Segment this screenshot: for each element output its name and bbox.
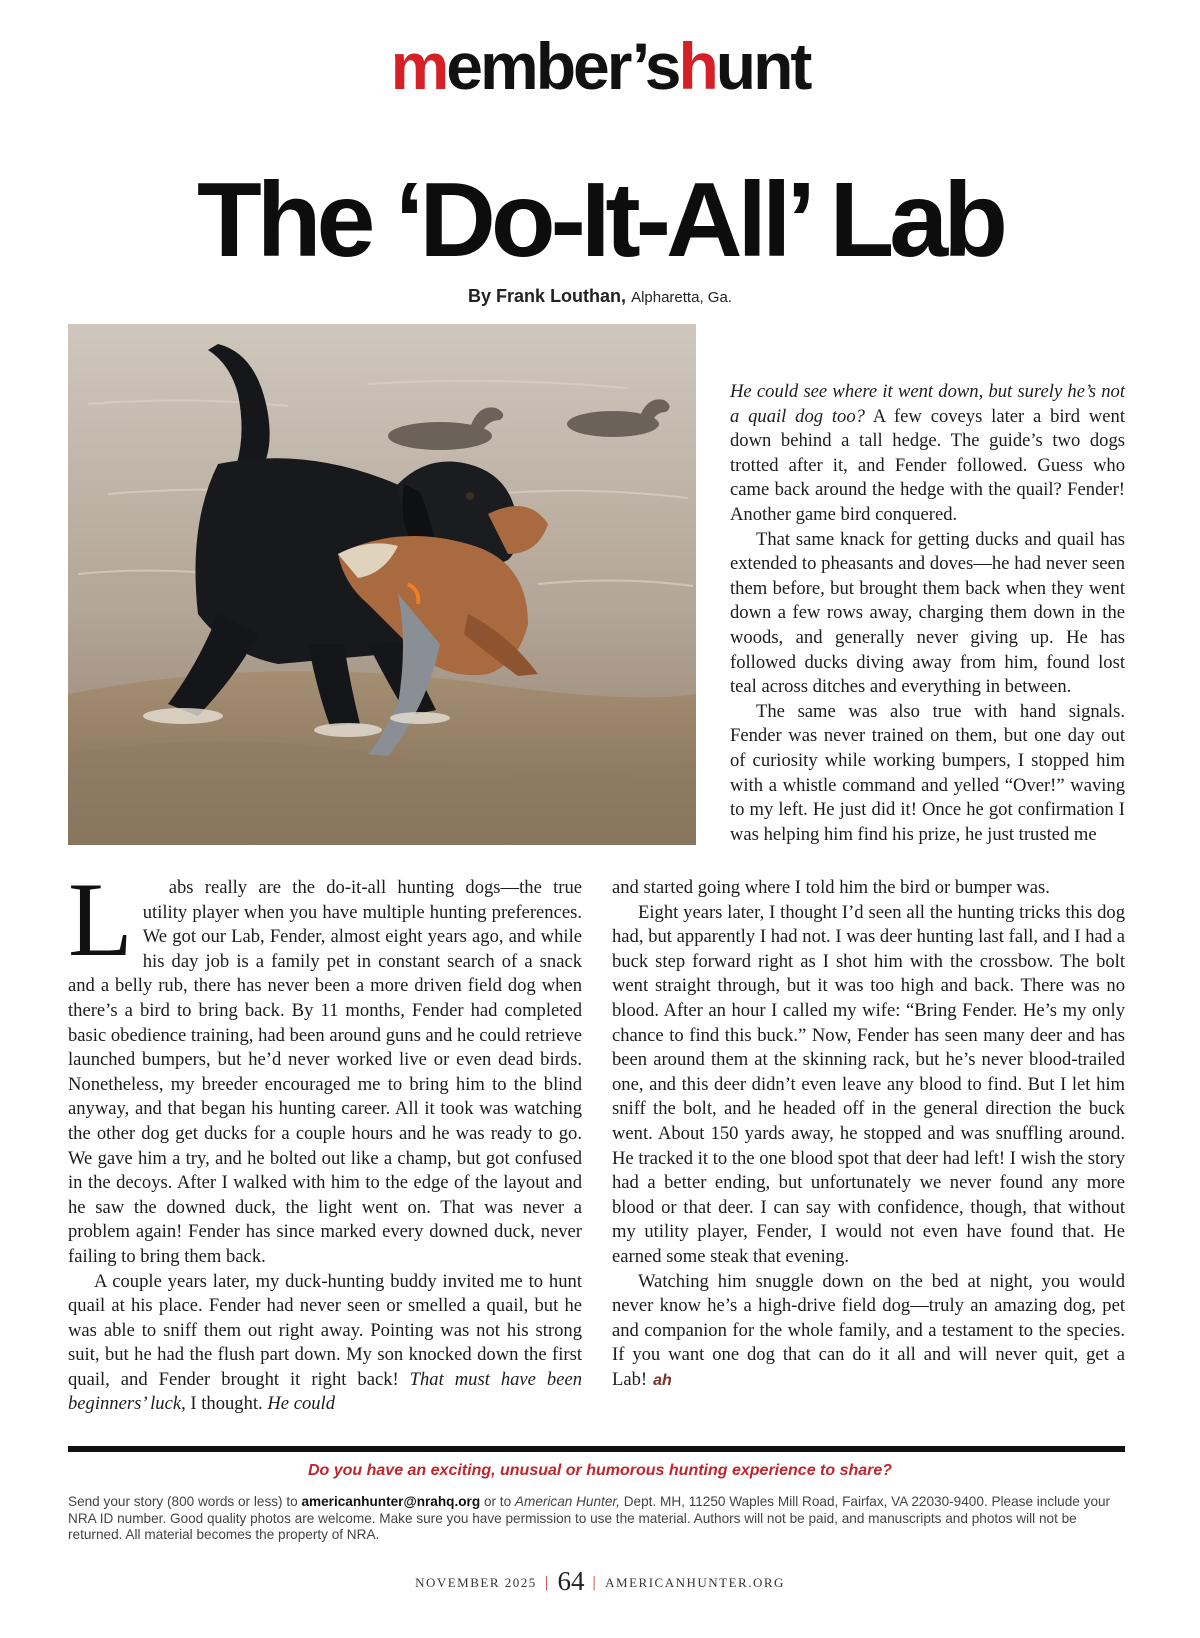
folio-separator-2: |: [592, 1574, 598, 1591]
dept-letter-m: m: [390, 29, 447, 103]
folio-month: NOVEMBER 2025: [415, 1575, 537, 1590]
paragraph-2-text: A couple years later, my duck-hunting buddy invited me to hunt quail at his place. Fender had never seen or smelled a quail, but he was able to sniff them out right away. Pointing was not his strong suit, but he had the flush part down. My son knocked down the first quail, and Fender brought it right back!: [68, 1270, 582, 1390]
italic-thought-2: He could see where it went down, but surely he’s not a quail dog too?: [730, 381, 1125, 427]
dept-letter-h: h: [678, 29, 716, 103]
paragraph-1-text: abs really are the do-it-all hunting dogs—the true utility player when you have multiple hunting preferences. We got our Lab, Fender, almost eight years ago, and while his day job is a family pet in constant search of a snack and a belly rub, there has never been a more driven field dog when there’s a bird to bring back. By 11 months, Fender had completed basic obedience training, had been around guns and he could retrieve launched bumpers, but he’d never worked live or even dead birds. Nonetheless, my breeder encouraged me to bring him to the blind anyway, and that began his hunting career. All it took was watching the other dog get ducks for a couple hours and he was ready to go. We gave him a try, and he bolted out like a champ, but got confused in the decoys. After I walked with him to the edge of the layout and he saw the downed duck, the light went on. That was never a problem again! Fender has since marked every downed duck, never failing to bring them back.: [68, 877, 582, 1267]
submission-instructions: [68, 1494, 1125, 1544]
byline: [0, 284, 1200, 310]
column-right-bottom: [612, 876, 1125, 1393]
paragraph-2-ending: A few coveys later a bird went down behind a tall hedge. The guide’s two dogs trotted after it, and Fender followed. Guess who came back around the hedge with the quail? Fender! Another game bird conquered.: [730, 405, 1125, 525]
byline-prefix: By: [468, 286, 492, 306]
submit-text-c: Dept. MH, 11250 Waples Mill Road, Fairfax, VA 22030-9400. Please include your NRA ID number. Good quality photos are welcome. Make sure you have permission to use the material. Authors will not be paid, and manuscripts and photos will not be returned. All material becomes the property of NRA.: [68, 1494, 1111, 1542]
submission-callout: Do you have an exciting, unusual or humorous hunting experience to share?: [307, 1462, 893, 1479]
paragraph-4-start: The same was also true with hand signals. Fender was never trained on them, but one day out of curiosity while working bumpers, I stopped him with a whistle command and yelled “Over!” waving to my left. He just did it! Once he got confirmation I was helping him find his prize, he just trusted me: [730, 700, 1125, 845]
italic-thought-1: That must have been beginners’ luck,: [68, 1368, 582, 1415]
article-photo: [68, 324, 696, 845]
drop-cap: L: [68, 861, 133, 978]
submit-text-b: or to: [483, 1494, 512, 1509]
paragraph-2-continued: [730, 380, 1125, 528]
page-number: 64: [557, 1566, 585, 1596]
author-location: Alpharetta, Ga.: [631, 289, 732, 306]
submission-email-link[interactable]: americanhunter@nrahq.org: [301, 1494, 481, 1509]
paragraph-2-mid: I thought.: [190, 1393, 263, 1415]
folio-separator-1: |: [544, 1574, 550, 1591]
paragraph-6: [612, 1270, 1125, 1394]
paragraph-1: [68, 861, 582, 1270]
column-right-top: [730, 380, 1125, 847]
author-name: Frank Louthan,: [496, 286, 627, 306]
footer-rule: [68, 1446, 1125, 1452]
article-title: The ‘Do-It-All’ Lab: [197, 161, 1003, 279]
paragraph-6-text: Watching him snuggle down on the bed at night, you would never know he’s a high-drive field dog—truly an amazing dog, pet and companion for the whole family, and a testament to the species. If you want one dog that can do it all and will never quit, get a Lab!: [612, 1270, 1125, 1390]
department-header: [0, 28, 1200, 104]
folio-website-link[interactable]: AMERICANHUNTER.ORG: [605, 1575, 785, 1590]
submit-text-a: Send your story (800 words or less) to: [68, 1494, 298, 1509]
column-left: [68, 861, 582, 1417]
page-folio: [0, 1566, 1200, 1597]
paragraph-2: A couple years later, my duck-hunting buddy invited me to hunt quail at his place. Fender had never seen or smelled a quail, but he was able to sniff them out right away. Pointing was not his strong suit, but he had the flush part down. My son knocked down the first quail, and Fender brought it right back! That must have been beginners’ luck, I thought. He could: [68, 1270, 582, 1415]
dept-text-members: ember’s: [446, 29, 679, 103]
lab-retrieving-duck-illustration: [68, 324, 696, 845]
paragraph-5: Eight years later, I thought I’d seen all the hunting tricks this dog had, but apparently I had not. I was deer hunting last fall, and I had a buck step forward right as I shot him with the crossbow. The bolt went straight through, but it was too high and back. There was no blood. After an hour I called my wife: “Bring Fender. He’s my only chance to find this buck.” Now, Fender has seen many deer and has been around them at the skinning rack, but he’s never blood-trailed one, and this deer didn’t even leave any blood to find. But I let him sniff the bolt, and he headed off in the general direction the buck went. About 150 yards away, he stopped and was snuffling around. He tracked it to the one blood spot that deer had left! I wish the story had a better ending, but unfortunately we never found any more blood or that deer. I can say with confidence, though, that without my utility player, Fender, I would not even have found that. He earned some steak that evening.: [612, 901, 1125, 1267]
end-mark-logo: ah: [653, 1371, 672, 1389]
dept-text-unt: unt: [715, 29, 810, 103]
paragraph-4-end: and started going where I told him the bird or bumper was.: [612, 877, 1050, 898]
magazine-name: American Hunter,: [514, 1494, 620, 1509]
paragraph-3: That same knack for getting ducks and quail has extended to pheasants and doves—he had never seen them before, but brought them back when they went down a few rows away, charging them down in the woods, and generally never giving up. He has followed ducks diving away from him, found lost teal across ditches and everything in between.: [730, 528, 1125, 698]
